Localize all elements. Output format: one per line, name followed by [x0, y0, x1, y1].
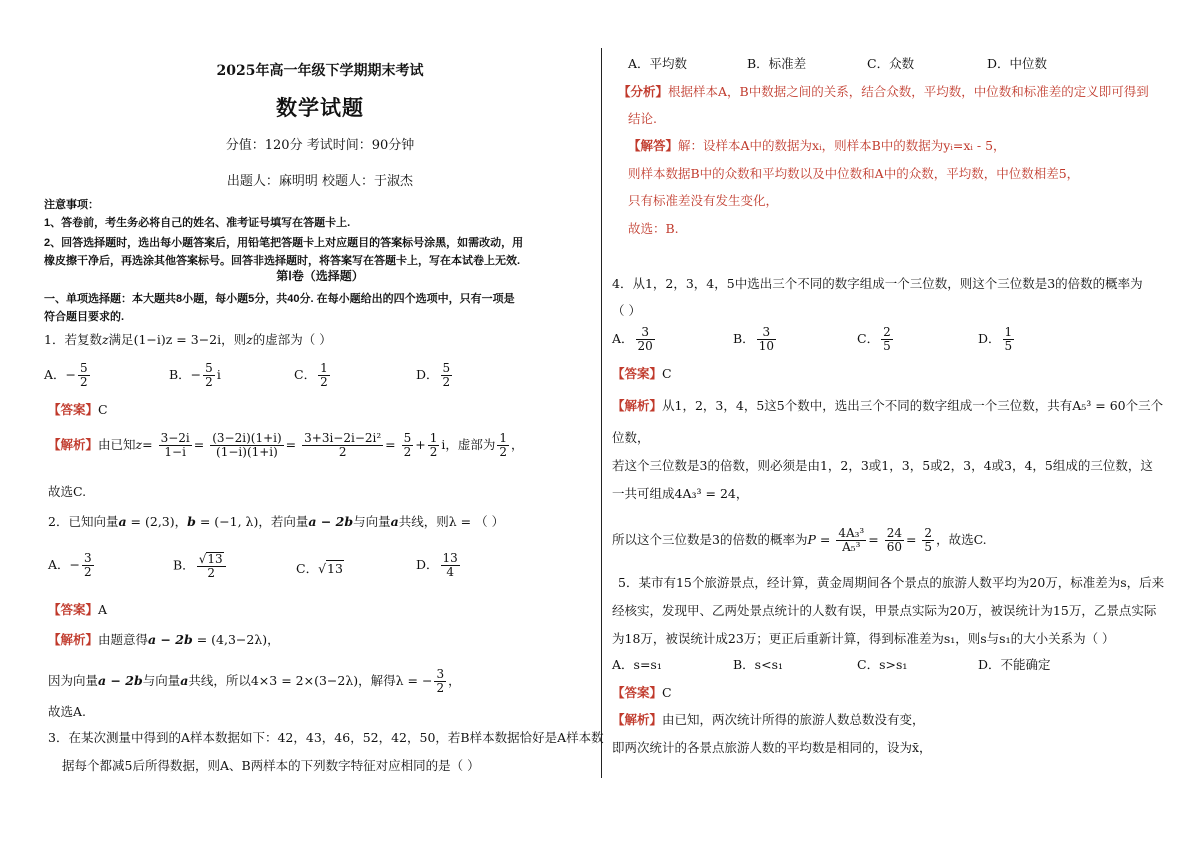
q3-solution-line-2: 则样本数据B中的众数和平均数以及中位数和A中的众数，平均数，中位数相差5， — [628, 166, 1080, 181]
note-item: 1、答卷前，考生务必将自己的姓名、准考证号填写在答题卡上. — [44, 217, 351, 229]
q4-solution-line-4: 一共可组成4A₃³ = 24， — [612, 486, 749, 501]
q1-choose: 故选C. — [48, 484, 87, 499]
q2-solution-1: 【解析】由题意得a − 2b = (4,3−2λ)， — [48, 632, 280, 647]
q3-option-d: D．中位数 — [987, 56, 1048, 71]
q1-option-a: A．− $\frac{5}{2}$ — [44, 361, 88, 389]
q4-solution-line-1: 【解析】从1，2，3，4，5这5个数中，选出三个不同的数字组成一个三位数，共有A₅³ = 60个三个 — [612, 398, 1164, 413]
section-intro: 符合题目要求的. — [44, 311, 125, 323]
q2-solution-2: 因为向量a − 2b与向量a共线，所以4×3 = 2×(3−2λ)，解得λ = − $\frac{3}{2}$ ， — [48, 667, 461, 695]
q1-answer: 【答案】C — [48, 402, 108, 417]
q4-option-a: A． $\frac{3}{20}$ — [612, 325, 653, 353]
score-time: 分值：120分 考试时间：90分钟 — [225, 138, 415, 153]
q5-option-c: C．s>s₁ — [857, 657, 908, 672]
q3-solution-line-4: 故选：B. — [628, 221, 679, 236]
q2-answer: 【答案】A — [48, 602, 108, 617]
q4-option-d: D． $\frac{1}{5}$ — [978, 325, 1013, 353]
q1-option-b: B．− $\frac{5}{2}$ i — [169, 361, 221, 389]
q5-stem-line-3: 为18万，被误统计成23万；更正后重新计算，得到标准差为s₁，则s与s₁的大小关系为（ ） — [612, 631, 1115, 646]
notes-heading: 注意事项： — [44, 199, 99, 211]
q3-option-a: A．平均数 — [628, 56, 688, 71]
q4-option-c: C． $\frac{2}{5}$ — [857, 325, 891, 353]
q1-option-d: D． $\frac{5}{2}$ — [416, 361, 451, 389]
q1-solution: 【解析】由已知z= $\frac{3-2i}{1-i}$ = $\frac{(3-2i)(1+i)}{(1-i)(1+i)}$ = $\frac{\text{3+3i−2i−2i²}}{2}$ = $\frac{5}{2}$ + $\frac{1}{2}$ i，虚部为 $\frac{1}{2}$ ， — [48, 431, 524, 459]
q4-stem-line-2: （ ） — [612, 303, 641, 318]
q5-option-b: B．s<s₁ — [733, 657, 784, 672]
note-item: 2、回答选择题时，选出每小题答案后，用铅笔把答题卡上对应题目的答案标号涂黑，如需改动，用 — [44, 237, 524, 249]
q2-choose: 故选A. — [48, 704, 87, 719]
q2-option-d: D． $\frac{13}{4}$ — [416, 551, 458, 579]
q5-stem-line-2: 经核实，发现甲、乙两处景点统计的人数有误，甲景点实际为20万，被误统计为15万，乙景点实际 — [612, 603, 1157, 618]
q3-solution-line-3: 只有标准差没有发生变化， — [628, 193, 779, 208]
q5-solution-line-1: 【解析】由已知，两次统计所得的旅游人数总数没有变， — [612, 712, 925, 727]
q1-option-c: C． $\frac{1}{2}$ — [294, 361, 328, 389]
q3-analysis-line-2: 结论. — [628, 111, 657, 126]
q2-option-b: B． $\frac{√13}{2}$ — [173, 552, 228, 580]
q4-solution-line-5: 所以这个三位数是3的倍数的概率为P = $\frac{\text{4A₃³}}{\text{A₅³}}$ = $\frac{24}{60}$ = $\frac{2}{5}$ ，故选C. — [612, 526, 987, 554]
right-column — [612, 0, 1165, 847]
q5-answer: 【答案】C — [612, 685, 672, 700]
left-column — [44, 0, 604, 847]
note-item: 橡皮擦干净后，再选涂其他答案标号。回答非选择题时，将答案写在答题卡上，写在本试卷上无效. — [44, 255, 521, 267]
q5-solution-line-2: 即两次统计的各景点旅游人数的平均数是相同的，设为x̄， — [612, 740, 932, 755]
q5-stem-line-1: 5．某市有15个旅游景点，经计算，黄金周期间各个景点的旅游人数平均为20万，标准差为s，后来 — [618, 575, 1165, 590]
q3-option-b: B．标准差 — [747, 56, 807, 71]
q2-stem: 2．已知向量a = (2,3)，b = (−1, λ)，若向量a − 2b与向量a共线，则λ = （ ） — [48, 514, 505, 529]
q3-stem-line-1: 3．在某次测量中得到的A样本数据如下：42，43，46，52，42，50，若B样本数据恰好是A样本数 — [48, 730, 604, 745]
section-title: 第Ⅰ卷（选择题） — [276, 269, 364, 283]
q3-analysis-line-1: 【分析】根据样本A，B中数据之间的关系，结合众数，平均数，中位数和标准差的定义即可得到 — [618, 84, 1149, 99]
q4-stem-line-1: 4．从1，2，3，4，5中选出三个不同的数字组成一个三位数，则这个三位数是3的倍数的概率为 — [612, 276, 1143, 291]
q1-stem: 1．若复数z满足(1−i)z = 3−2i，则z的虚部为（ ） — [44, 332, 332, 347]
subject-title: 数学试题 — [276, 95, 364, 120]
q4-option-b: B． $\frac{3}{10}$ — [733, 325, 774, 353]
q2-option-a: A．− $\frac{3}{2}$ — [48, 551, 92, 579]
q4-answer: 【答案】C — [612, 366, 672, 381]
q3-option-c: C．众数 — [867, 56, 915, 71]
q3-solution-line-1: 【解答】解：设样本A中的数据为xᵢ，则样本B中的数据为yᵢ=xᵢ - 5， — [628, 138, 1006, 153]
authors: 出题人：麻明明 校题人：于淑杰 — [226, 174, 414, 189]
q4-solution-line-2: 位数， — [612, 430, 650, 445]
exam-title: 2025年高一年级下学期期末考试 — [216, 63, 424, 79]
q5-option-a: A．s=s₁ — [612, 657, 662, 672]
q4-solution-line-3: 若这个三位数是3的倍数，则必须是由1，2，3或1，3，5或2，3，4或3，4，5组成的三位数，这 — [612, 458, 1153, 473]
section-intro: 一、单项选择题：本大题共8小题，每小题5分，共40分. 在每小题给出的四个选项中，只有一项是 — [44, 293, 515, 305]
q5-option-d: D．不能确定 — [978, 657, 1051, 672]
q2-option-c: C．√13 — [296, 561, 343, 576]
column-divider — [601, 48, 602, 778]
q3-stem-line-2: 据每个都减5后所得数据，则A、B两样本的下列数字特征对应相同的是（ ） — [62, 758, 480, 773]
